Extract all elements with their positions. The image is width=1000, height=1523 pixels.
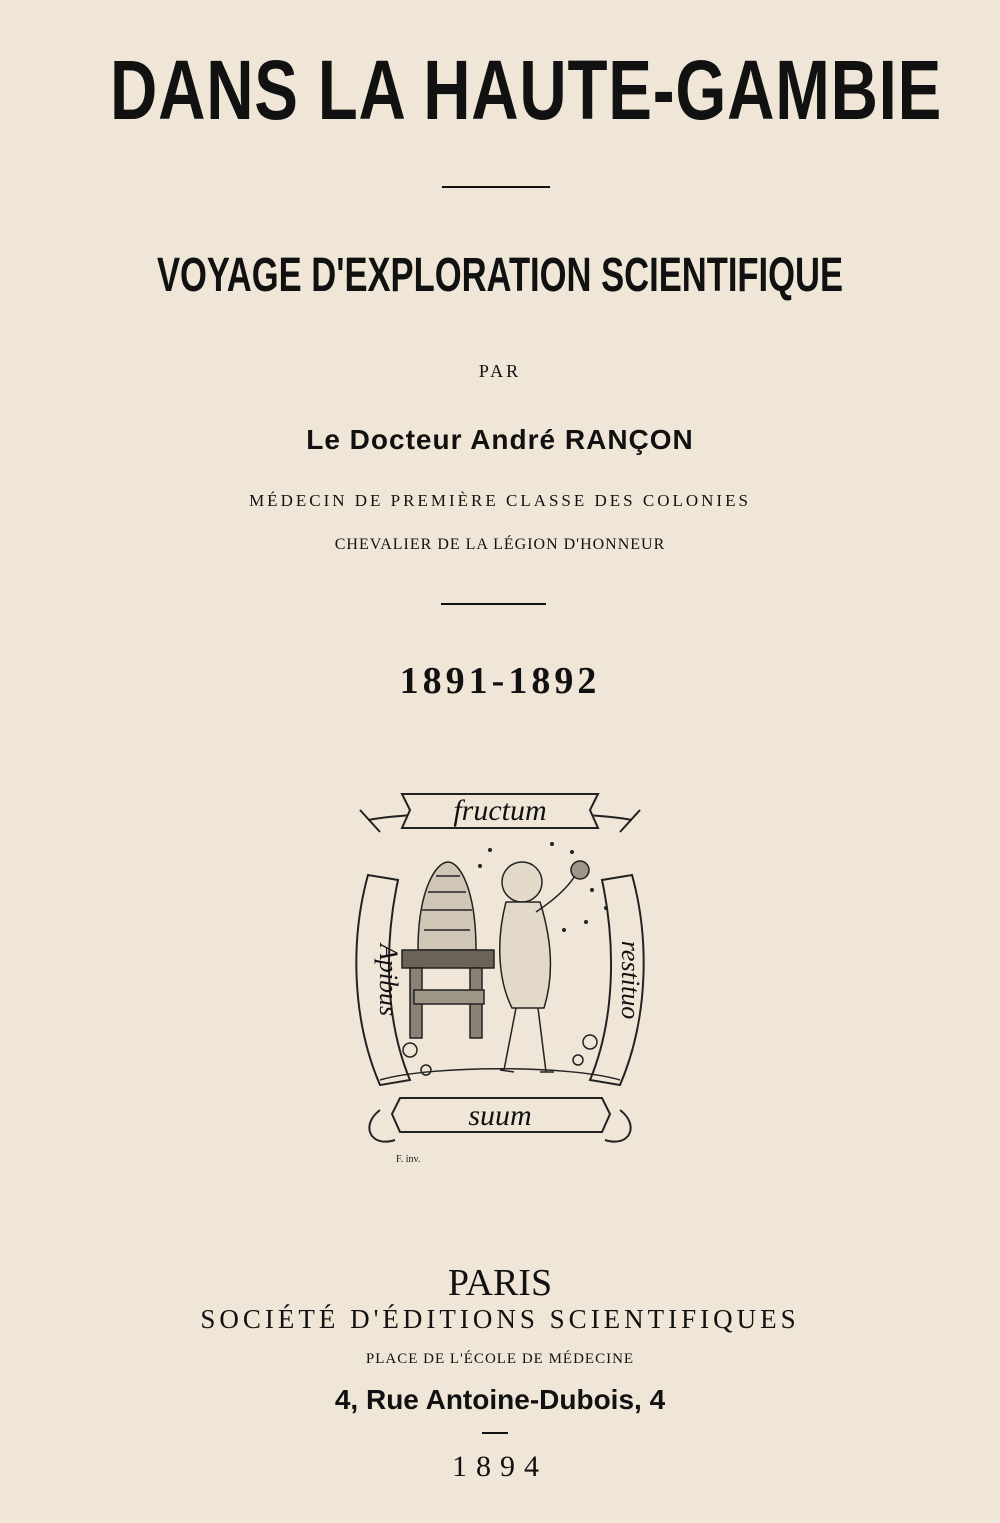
imprint-place: PLACE DE L'ÉCOLE DE MÉDECINE <box>365 1351 635 1367</box>
motto-left: Apibus <box>374 943 403 1017</box>
author-credential-2: CHEVALIER DE LA LÉGION D'HONNEUR <box>334 536 666 553</box>
author-credential-1: MÉDECIN DE PREMIÈRE CLASSE DES COLONIES <box>249 491 751 510</box>
imprint-city: PARIS <box>447 1262 553 1304</box>
imprint-publisher: SOCIÉTÉ D'ÉDITIONS SCIENTIFIQUES <box>200 1304 800 1334</box>
motto-right: restituo <box>616 940 645 1020</box>
motto-bottom: suum <box>468 1099 532 1132</box>
divider-bottom <box>482 1432 508 1434</box>
divider-middle <box>441 603 546 605</box>
by-label: PAR <box>478 361 522 381</box>
expedition-years: 1891-1892 <box>399 660 601 702</box>
engraver-signature: F. inv. <box>396 1154 421 1165</box>
divider-top <box>442 186 550 188</box>
printers-emblem <box>340 780 660 1180</box>
imprint-address: 4, Rue Antoine-Dubois, 4 <box>334 1384 666 1415</box>
publication-year: 1894 <box>452 1450 548 1483</box>
book-title: DANS LA HAUTE-GAMBIE <box>110 43 943 137</box>
author-name: Le Docteur André RANÇON <box>306 424 694 455</box>
book-subtitle: VOYAGE D'EXPLORATION SCIENTIFIQUE <box>156 249 844 302</box>
motto-top: fructum <box>453 794 547 827</box>
